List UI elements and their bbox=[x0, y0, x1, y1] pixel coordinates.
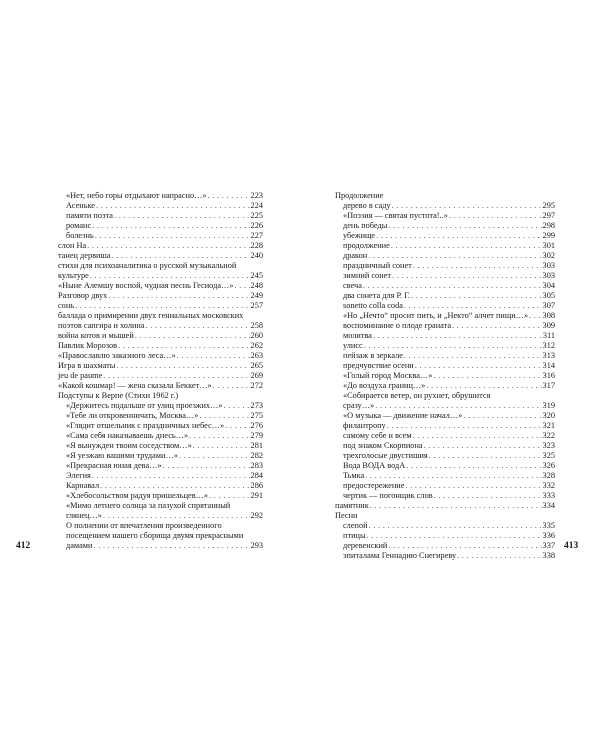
toc-entry-page: 335 bbox=[542, 521, 555, 530]
toc-entry-title: убежище bbox=[343, 231, 376, 240]
toc-entry-page: 265 bbox=[250, 361, 263, 370]
toc-entry-page: 326 bbox=[542, 461, 555, 470]
toc-entry-page: 260 bbox=[250, 331, 263, 340]
toc-entry-title: романс bbox=[66, 221, 92, 230]
toc-entry-title: «Собирается ветер, он рухнет, обрушится bbox=[343, 391, 491, 400]
toc-entry-title: Элегия bbox=[66, 471, 91, 480]
toc-entry-title: «Я вынужден твоим соседством…» bbox=[66, 441, 192, 450]
toc-entry-page: 308 bbox=[542, 311, 555, 320]
toc-entry-page: 311 bbox=[542, 331, 555, 340]
toc-entry-title: пейзаж в зеркале bbox=[343, 351, 403, 360]
toc-entry-page: 301 bbox=[542, 241, 555, 250]
toc-entry-title: предостережение bbox=[343, 481, 405, 490]
right-page-toc bbox=[335, 190, 555, 560]
toc-entry-page: 226 bbox=[250, 221, 263, 230]
toc-entry-title: памятник bbox=[335, 501, 369, 510]
toc-entry-title: Продолжение bbox=[335, 191, 384, 200]
toc-entry-page: 228 bbox=[250, 241, 263, 250]
toc-entry-title: поэтов сапгира и холина bbox=[58, 321, 145, 330]
left-page-toc bbox=[58, 190, 263, 560]
toc-entry-page: 332 bbox=[542, 481, 555, 490]
toc-entry-page: 291 bbox=[250, 491, 263, 500]
toc-entry-page: 316 bbox=[542, 371, 555, 380]
toc-entry-page: 284 bbox=[250, 471, 263, 480]
toc-entry-title: танец дервиша bbox=[58, 251, 111, 260]
toc-entry-title: Подступы к Верпе (Стихи 1962 г.) bbox=[58, 391, 179, 400]
toc-entry-page: 275 bbox=[250, 411, 263, 420]
toc-entry-title: «Нет, небо горы отдыхают напрасно…» bbox=[66, 191, 207, 200]
toc-entry-page: 303 bbox=[542, 271, 555, 280]
toc-entry-title: воспоминание о плоде граната bbox=[343, 321, 452, 330]
toc-entry-page: 322 bbox=[542, 431, 555, 440]
right-page-number: 413 bbox=[564, 541, 579, 551]
toc-entry-title: баллада о примирении двух гениальных московских bbox=[58, 311, 244, 320]
toc-entry-page: 225 bbox=[250, 211, 263, 220]
toc-entry-page: 295 bbox=[542, 201, 555, 210]
toc-entry-title: зимний сонет bbox=[343, 271, 391, 280]
toc-entry-title: О полнении от впечатления произведенного bbox=[66, 521, 222, 530]
toc-entry-title: сразу…» bbox=[343, 401, 375, 410]
toc-entry-title: Вода ВОДА водА bbox=[343, 461, 406, 470]
toc-entry-title: праздничный сонет bbox=[343, 261, 412, 270]
toc-entry-title: два сонета для Р. Г. bbox=[343, 291, 411, 300]
toc-entry-title: Асеньке bbox=[66, 201, 95, 210]
toc-entry-page: 313 bbox=[542, 351, 555, 360]
toc-entry-title: «Голый город Москва…» bbox=[343, 371, 433, 380]
toc-entry-page: 240 bbox=[250, 251, 263, 260]
toc-entry-title: Игра в шахматы bbox=[58, 361, 116, 370]
toc-entry-title: сонь bbox=[58, 301, 75, 310]
toc-entry-page: 282 bbox=[250, 451, 263, 460]
toc-entry-title: памяти поэта bbox=[66, 211, 113, 220]
toc-entry-title: «Держитесь подальше от улиц проезжих…» bbox=[66, 401, 223, 410]
toc-entry bbox=[58, 540, 263, 551]
toc-entry-page: 224 bbox=[250, 201, 263, 210]
toc-entry-title: предчувствие осени bbox=[343, 361, 414, 370]
toc-entry-page: 272 bbox=[250, 381, 263, 390]
toc-entry-title: Разговор двух bbox=[58, 291, 108, 300]
toc-entry-page: 299 bbox=[542, 231, 555, 240]
toc-entry-page: 304 bbox=[542, 281, 555, 290]
toc-entry-title: свеча bbox=[343, 281, 362, 290]
toc-entry bbox=[335, 550, 555, 561]
toc-entry-page: 258 bbox=[250, 321, 263, 330]
toc-entry-title: Павлик Морозов bbox=[58, 341, 118, 350]
toc-entry-page: 227 bbox=[250, 231, 263, 240]
toc-entry-page: 245 bbox=[250, 271, 263, 280]
toc-entry-title: глянец…» bbox=[66, 511, 102, 520]
toc-entry-title: «Православлю заказного леса…» bbox=[58, 351, 176, 360]
toc-entry-page: 333 bbox=[542, 491, 555, 500]
toc-entry-page: 269 bbox=[250, 371, 263, 380]
toc-entry-page: 337 bbox=[542, 541, 555, 550]
toc-entry-page: 281 bbox=[250, 441, 263, 450]
toc-entry-title: молитва bbox=[343, 331, 372, 340]
toc-entry-page: 309 bbox=[542, 321, 555, 330]
toc-entry-page: 338 bbox=[542, 551, 555, 560]
toc-entry-page: 321 bbox=[542, 421, 555, 430]
toc-entry-title: «Мимо летнего солнца за пазухой спрятанный bbox=[66, 501, 231, 510]
toc-entry-page: 297 bbox=[542, 211, 555, 220]
toc-entry-page: 325 bbox=[542, 451, 555, 460]
toc-entry-title: «Хлебосольством радуя пришельцев…» bbox=[66, 491, 209, 500]
toc-entry-page: 293 bbox=[250, 541, 263, 550]
left-page-number: 412 bbox=[16, 541, 31, 551]
toc-entry-title: культуре bbox=[58, 271, 89, 280]
toc-entry-title: слепой bbox=[343, 521, 368, 530]
toc-entry-title: «Ныне Алемшу воспой, чудная песнь Гесиода…» bbox=[58, 281, 234, 290]
toc-entry-page: 307 bbox=[542, 301, 555, 310]
toc-entry-page: 292 bbox=[250, 511, 263, 520]
toc-entry-title: дамами bbox=[66, 541, 93, 550]
toc-entry-page: 286 bbox=[250, 481, 263, 490]
toc-entry-title: «Глядит отшельник с праздничных небес…» bbox=[66, 421, 225, 430]
dot-leader bbox=[457, 550, 541, 561]
toc-entry-title: Тьмка bbox=[343, 471, 365, 480]
toc-entry-title: Карнавал bbox=[66, 481, 100, 490]
toc-entry-title: продолжение bbox=[343, 241, 390, 250]
toc-entry-page: 336 bbox=[542, 531, 555, 540]
dot-leader bbox=[93, 540, 249, 551]
toc-entry-title: Песни bbox=[335, 511, 358, 520]
toc-entry-title: посещением нашего сборища двумя прекрасными bbox=[66, 531, 244, 540]
toc-entry-title: дерево в саду bbox=[343, 201, 391, 210]
toc-entry-page: 298 bbox=[542, 221, 555, 230]
toc-entry-title: «Поэзия — святая пустота!..» bbox=[343, 211, 448, 220]
toc-entry-page: 223 bbox=[250, 191, 263, 200]
toc-entry-title: птицы bbox=[343, 531, 366, 540]
toc-entry-page: 334 bbox=[542, 501, 555, 510]
toc-entry-page: 320 bbox=[542, 411, 555, 420]
toc-entry-page: 314 bbox=[542, 361, 555, 370]
toc-entry-page: 317 bbox=[542, 381, 555, 390]
toc-entry-title: дракон bbox=[343, 251, 368, 260]
toc-entry-title: «О музыка — движение начал…» bbox=[343, 411, 463, 420]
toc-entry-title: день победы bbox=[343, 221, 388, 230]
toc-entry-page: 263 bbox=[250, 351, 263, 360]
toc-entry-title: «Прекрасная юная дева…» bbox=[66, 461, 162, 470]
toc-entry-page: 262 bbox=[250, 341, 263, 350]
toc-entry-title: деревенский bbox=[343, 541, 388, 550]
toc-entry-page: 312 bbox=[542, 341, 555, 350]
toc-entry-title: болезнь bbox=[66, 231, 94, 240]
toc-entry-page: 323 bbox=[542, 441, 555, 450]
toc-entry-page: 302 bbox=[542, 251, 555, 260]
toc-entry-title: jeu de paume bbox=[58, 371, 103, 380]
toc-entry-title: эпиталама Геннадию Снегиреву bbox=[343, 551, 457, 560]
toc-entry-page: 279 bbox=[250, 431, 263, 440]
toc-entry-title: «Сама себя наказываешь днесь…» bbox=[66, 431, 189, 440]
toc-entry-title: sonetto colla coda bbox=[343, 301, 403, 310]
toc-entry-page: 303 bbox=[542, 261, 555, 270]
toc-entry-page: 276 bbox=[250, 421, 263, 430]
toc-entry-page: 328 bbox=[542, 471, 555, 480]
toc-entry-page: 249 bbox=[250, 291, 263, 300]
toc-entry-page: 248 bbox=[250, 281, 263, 290]
toc-entry-page: 257 bbox=[250, 301, 263, 310]
toc-entry-page: 319 bbox=[542, 401, 555, 410]
toc-entry-title: «Но „Нечто“ просит пить, и „Некто“ алчет пищи…» bbox=[343, 311, 529, 320]
toc-entry-page: 283 bbox=[250, 461, 263, 470]
toc-entry-page: 273 bbox=[250, 401, 263, 410]
toc-entry-title: «Тебе ли откровенничать, Москва…» bbox=[66, 411, 199, 420]
toc-entry-title: чертик — погонщик слов bbox=[343, 491, 433, 500]
toc-entry-title: трехголосые двустишия bbox=[343, 451, 428, 460]
toc-entry-page: 305 bbox=[542, 291, 555, 300]
toc-entry-title: под знаком Скорпиона bbox=[343, 441, 423, 450]
toc-entry-title: «Какой кошмар! — жена сказала Беккет…» bbox=[58, 381, 212, 390]
toc-entry-title: «Я уезжаю вашими трудами…» bbox=[66, 451, 178, 460]
toc-entry-title: стихи для психоаналитика о русской музыкальной bbox=[58, 261, 237, 270]
toc-entry-title: самому себе и всем bbox=[343, 431, 412, 440]
toc-entry-title: слон На bbox=[58, 241, 87, 250]
toc-entry-title: «До воздуха границ…» bbox=[343, 381, 426, 390]
toc-entry-title: война котов и мышей bbox=[58, 331, 134, 340]
toc-entry-title: филантропу bbox=[343, 421, 386, 430]
toc-entry-title: улисс bbox=[343, 341, 363, 350]
